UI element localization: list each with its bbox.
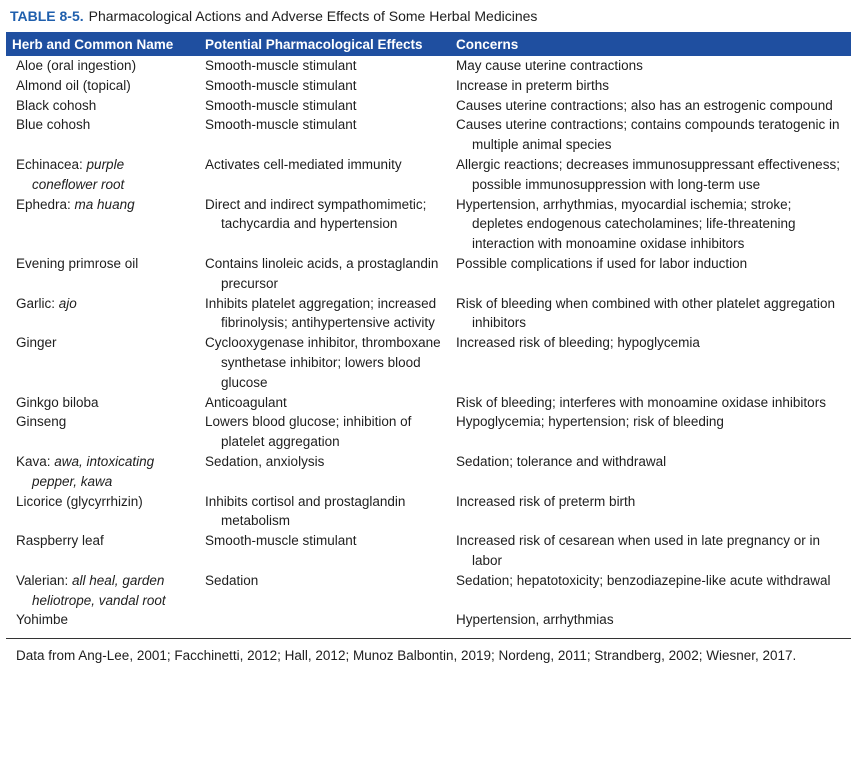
- herb-cell: [6, 412, 197, 452]
- herb-name: Valerian:: [16, 572, 73, 588]
- effects-text: Contains linoleic acids, a prostaglandin precursor: [205, 255, 439, 291]
- concerns-cell: [448, 571, 851, 611]
- effects-cell: [197, 96, 448, 116]
- effects-text: Cyclooxygenase inhibitor, thromboxane synthetase inhibitor; lowers blood glucose: [205, 335, 441, 390]
- effects-text: Smooth-muscle stimulant: [205, 533, 357, 549]
- effects-text: Smooth-muscle stimulant: [205, 77, 357, 93]
- effects-text: Anticoagulant: [205, 394, 287, 410]
- table-row: [6, 56, 851, 76]
- herb-cell: [6, 56, 197, 76]
- herb-cell: [6, 610, 197, 630]
- herb-name: Black cohosh: [16, 97, 97, 113]
- effects-cell: [197, 294, 448, 334]
- table-row: [6, 610, 851, 630]
- concerns-text: Sedation; tolerance and withdrawal: [456, 453, 667, 469]
- herb-common-name: purple coneflower root: [32, 156, 125, 192]
- table-row: [6, 76, 851, 96]
- concerns-text: Increased risk of preterm birth: [456, 493, 636, 509]
- herb-name: Ephedra:: [16, 196, 75, 212]
- concerns-text: Sedation; hepatotoxicity; benzodiazepine-like acute withdrawal: [456, 572, 831, 588]
- herb-name: Aloe (oral ingestion): [16, 58, 137, 73]
- table-row: [6, 393, 851, 413]
- header-effects: Potential Pharmacological Effects: [197, 32, 448, 56]
- herb-name: Kava:: [16, 453, 55, 469]
- herb-common-name: awa, intoxicating pepper, kawa: [32, 453, 155, 489]
- effects-text: Activates cell-mediated immunity: [205, 156, 402, 172]
- table-row: [6, 294, 851, 334]
- effects-cell: [197, 492, 448, 532]
- herb-name: Yohimbe: [16, 612, 69, 628]
- herb-cell: [6, 531, 197, 571]
- concerns-cell: [448, 294, 851, 334]
- concerns-cell: [448, 531, 851, 571]
- concerns-cell: [448, 155, 851, 195]
- herb-cell: [6, 294, 197, 334]
- concerns-text: Hypertension, arrhythmias: [456, 612, 614, 628]
- table-row: [6, 195, 851, 254]
- herb-cell: [6, 571, 197, 611]
- herb-common-name: all heal, garden heliotrope, vandal root: [32, 572, 166, 608]
- header-row: [6, 32, 851, 56]
- herbal-medicines-table: [6, 32, 851, 630]
- header-herb: Herb and Common Name: [6, 32, 197, 56]
- herb-name: Evening primrose oil: [16, 255, 139, 271]
- concerns-cell: [448, 115, 851, 155]
- herb-cell: [6, 76, 197, 96]
- concerns-text: Hypertension, arrhythmias, myocardial ischemia; stroke; depletes endogenous catecholamines; life-threatening interaction with monoamine oxidase inhibitors: [456, 196, 796, 252]
- table-row: [6, 96, 851, 116]
- herb-cell: [6, 452, 197, 492]
- concerns-cell: [448, 393, 851, 413]
- effects-text: Inhibits platelet aggregation; increased fibrinolysis; antihypertensive activity: [205, 295, 437, 331]
- herb-name: Ginseng: [16, 414, 67, 430]
- herb-name: Licorice (glycyrrhizin): [16, 493, 143, 509]
- concerns-cell: [448, 452, 851, 492]
- concerns-text: Increase in preterm births: [456, 77, 610, 93]
- effects-cell: [197, 115, 448, 155]
- herb-common-name: ma huang: [74, 196, 135, 212]
- effects-text: Direct and indirect sympathomimetic; tachycardia and hypertension: [205, 196, 427, 232]
- effects-text: Smooth-muscle stimulant: [205, 58, 357, 73]
- table-body: [6, 56, 851, 630]
- table-source-note: Data from Ang-Lee, 2001; Facchinetti, 2012; Hall, 2012; Munoz Balbontin, 2019; Nordeng, 2011; Strandberg, 2002; Wiesner, 2017.: [16, 648, 797, 664]
- concerns-cell: [448, 492, 851, 532]
- effects-text: Smooth-muscle stimulant: [205, 97, 357, 113]
- herb-name: Echinacea:: [16, 156, 87, 172]
- herb-cell: [6, 333, 197, 392]
- concerns-text: May cause uterine contractions: [456, 58, 643, 73]
- herb-name: Raspberry leaf: [16, 533, 104, 549]
- concerns-text: Possible complications if used for labor induction: [456, 255, 748, 271]
- effects-cell: [197, 254, 448, 294]
- table-caption: [6, 6, 851, 32]
- concerns-cell: [448, 96, 851, 116]
- table-row: [6, 571, 851, 611]
- effects-text: Sedation: [205, 572, 259, 588]
- concerns-text: Hypoglycemia; hypertension; risk of bleeding: [456, 414, 724, 430]
- concerns-text: Increased risk of bleeding; hypoglycemia: [456, 335, 700, 351]
- concerns-text: Causes uterine contractions; also has an estrogenic compound: [456, 97, 833, 113]
- concerns-cell: [448, 254, 851, 294]
- effects-cell: [197, 195, 448, 254]
- table-title: Pharmacological Actions and Adverse Effects of Some Herbal Medicines: [88, 8, 538, 24]
- concerns-cell: [448, 76, 851, 96]
- concerns-cell: [448, 412, 851, 452]
- herb-cell: [6, 393, 197, 413]
- concerns-cell: [448, 333, 851, 392]
- header-concerns: Concerns: [448, 32, 851, 56]
- table-row: [6, 412, 851, 452]
- effects-cell: [197, 571, 448, 611]
- effects-text: Inhibits cortisol and prostaglandin metabolism: [205, 493, 406, 529]
- effects-cell: [197, 393, 448, 413]
- concerns-text: Increased risk of cesarean when used in late pregnancy or in labor: [456, 533, 820, 568]
- table-label: TABLE 8-5.: [10, 8, 84, 24]
- table-container: [6, 0, 851, 663]
- table-row: [6, 155, 851, 195]
- effects-text: Smooth-muscle stimulant: [205, 117, 357, 133]
- table-row: [6, 333, 851, 392]
- herb-cell: [6, 254, 197, 294]
- effects-cell: [197, 531, 448, 571]
- herb-cell: [6, 96, 197, 116]
- effects-cell: [197, 610, 448, 630]
- herb-name: Garlic:: [16, 295, 59, 311]
- concerns-text: Allergic reactions; decreases immunosuppressant effectiveness; possible immunosuppression with long-term use: [456, 156, 840, 192]
- concerns-text: Causes uterine contractions; contains compounds teratogenic in multiple animal species: [456, 117, 840, 153]
- herb-common-name: ajo: [58, 295, 77, 311]
- herb-name: Ginkgo biloba: [16, 394, 99, 410]
- table-header: [6, 32, 851, 56]
- herb-name: Blue cohosh: [16, 117, 91, 133]
- herb-name: Almond oil (topical): [16, 77, 131, 93]
- effects-cell: [197, 452, 448, 492]
- table-row: [6, 115, 851, 155]
- concerns-cell: [448, 610, 851, 630]
- herb-cell: [6, 492, 197, 532]
- concerns-cell: [448, 56, 851, 76]
- effects-text: Sedation, anxiolysis: [205, 453, 325, 469]
- effects-cell: [197, 333, 448, 392]
- effects-cell: [197, 76, 448, 96]
- table-row: [6, 452, 851, 492]
- effects-cell: [197, 412, 448, 452]
- concerns-text: Risk of bleeding; interferes with monoamine oxidase inhibitors: [456, 394, 826, 410]
- herb-name: Ginger: [16, 335, 57, 351]
- effects-text: Lowers blood glucose; inhibition of platelet aggregation: [205, 414, 412, 450]
- concerns-cell: [448, 195, 851, 254]
- herb-cell: [6, 115, 197, 155]
- table-row: [6, 254, 851, 294]
- effects-cell: [197, 56, 448, 76]
- herb-cell: [6, 155, 197, 195]
- concerns-text: Risk of bleeding when combined with other platelet aggregation inhibitors: [456, 295, 835, 331]
- herb-cell: [6, 195, 197, 254]
- table-row: [6, 531, 851, 571]
- table-row: [6, 492, 851, 532]
- effects-cell: [197, 155, 448, 195]
